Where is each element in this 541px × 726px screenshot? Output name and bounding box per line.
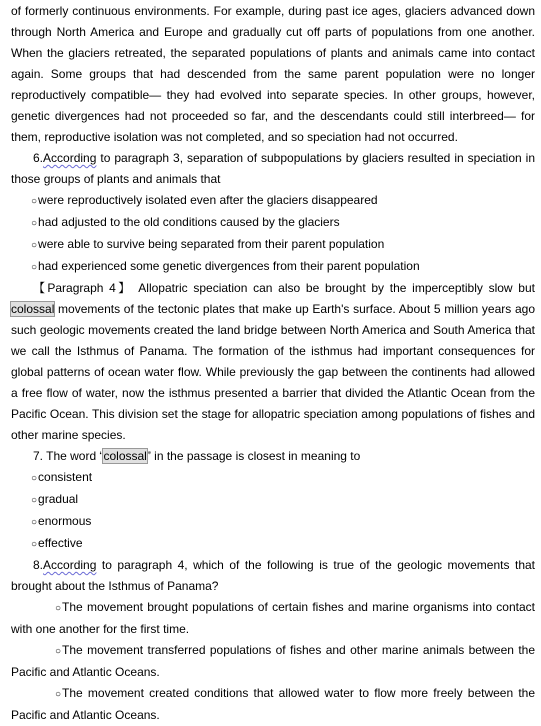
question-6-option-b[interactable]: ○had adjusted to the old conditions caused by the glaciers (11, 212, 535, 234)
question-6-number: 6. (33, 151, 44, 165)
spellcheck-word-according: According (43, 558, 97, 572)
question-6-stem (11, 148, 535, 190)
radio-circle-icon: ○ (55, 689, 62, 700)
question-8-stem (11, 555, 535, 597)
question-7-stem: 7. The word “colossal” in the passage is closest in meaning to (33, 449, 361, 463)
radio-circle-icon: ○ (31, 539, 38, 550)
question-7-option-c[interactable]: ○enormous (11, 511, 535, 533)
question-8-number: 8. (33, 558, 44, 572)
question-7-highlighted-word: colossal (103, 449, 147, 463)
question-7-option-a[interactable]: ○consistent (11, 467, 535, 489)
spellcheck-word-according: According (43, 151, 97, 165)
radio-circle-icon: ○ (55, 646, 62, 657)
radio-circle-icon: ○ (31, 262, 38, 273)
question-8-option-a[interactable]: ○The movement brought populations of certain fishes and marine organisms into contact with one another for the first time. (11, 600, 535, 636)
radio-circle-icon: ○ (31, 196, 38, 207)
radio-circle-icon: ○ (31, 473, 38, 484)
paragraph-4-label: 【Paragraph 4】 (33, 281, 133, 295)
radio-circle-icon: ○ (31, 517, 38, 528)
question-7-option-b[interactable]: ○gradual (11, 489, 535, 511)
paragraph-4: 【Paragraph 4】 Allopatric speciation can also be brought by the imperceptibly slow but colossal movements of the tectonic plates that make up Earth's surface. About 5 million years ago such geologic movements created the land bridge between North America and South America that we call the Isthmus of Panama. The formation of the isthmus had important consequences for global patterns of ocean water flow. While previously the gap between the continents had allowed a free flow of water, now the isthmus presented a barrier that divided the Atlantic Ocean from the Pacific Ocean. This division set the stage for allopatric speciation among populations of fishes and other marine species. (11, 281, 535, 442)
question-7-option-d[interactable]: ○effective (11, 533, 535, 555)
question-8-text: to paragraph 4, which of the following is true of the geologic movements that brought about the Isthmus of Panama? (11, 558, 535, 593)
radio-circle-icon: ○ (55, 603, 62, 614)
radio-circle-icon: ○ (31, 495, 38, 506)
question-8-option-b[interactable]: ○The movement transferred populations of fishes and other marine animals between the Pacific and Atlantic Oceans. (11, 643, 535, 679)
radio-circle-icon: ○ (31, 218, 38, 229)
question-6-option-c[interactable]: ○were able to survive being separated from their parent population (11, 234, 535, 256)
paragraph-3-tail: of formerly continuous environments. For example, during past ice ages, glaciers advanced down through North America and Europe and gradually cut off parts of populations from one another. When the glaciers retreated, the separated populations of plants and animals came into contact again. Some groups that had descended from the same parent population were no longer reproductively compatible— they had evolved into separate species. In other groups, however, genetic divergences had not proceeded so far, and the descendants could still interbreed— for them, reproductive isolation was not completed, and so speciation had not occurred. (11, 4, 535, 144)
radio-circle-icon: ○ (31, 240, 38, 251)
question-6-option-a[interactable]: ○were reproductively isolated even after the glaciers disappeared (11, 190, 535, 212)
question-6-option-d[interactable]: ○had experienced some genetic divergences from their parent population (11, 256, 535, 278)
question-8-option-c[interactable]: ○The movement created conditions that allowed water to flow more freely between the Pacific and Atlantic Oceans. (11, 686, 535, 722)
highlighted-word-colossal: colossal (11, 302, 55, 316)
question-6-text: to paragraph 3, separation of subpopulations by glaciers resulted in speciation in those groups of plants and animals that (11, 151, 535, 186)
